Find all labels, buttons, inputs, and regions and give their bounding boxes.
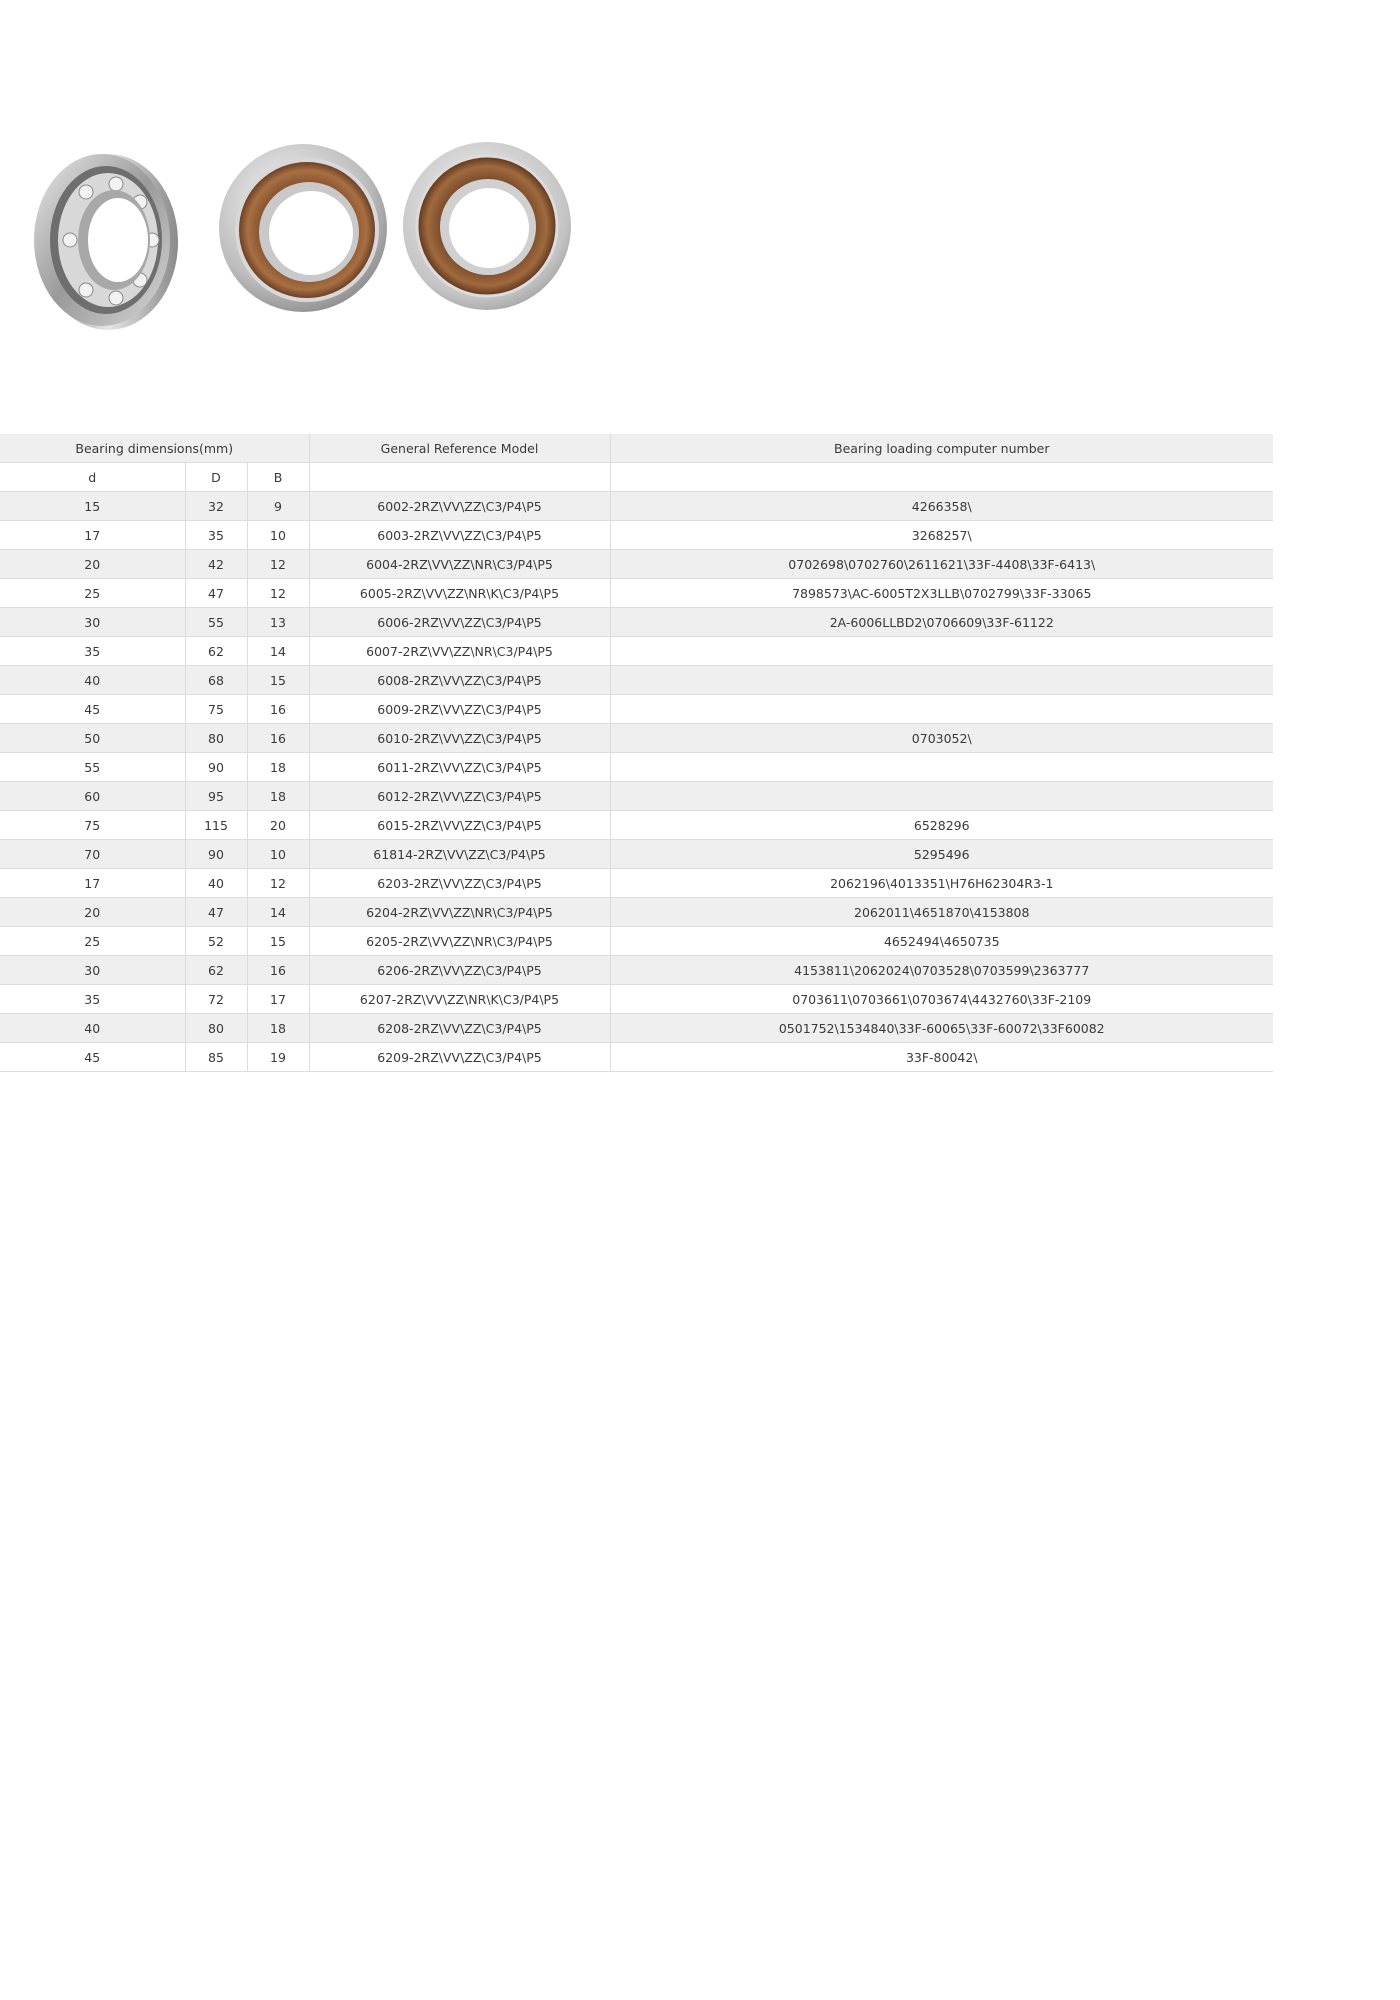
cell-d: 45 — [0, 695, 185, 724]
cell-model: 6003-2RZ\VV\ZZ\C3/P4\P5 — [309, 521, 610, 550]
table-row — [0, 753, 1273, 782]
cell-D: 95 — [185, 782, 247, 811]
cell-computer-number: 2062011\4651870\4153808 — [610, 898, 1273, 927]
subheader-d: d — [0, 463, 185, 492]
table-row — [0, 1014, 1273, 1043]
cell-model: 6004-2RZ\VV\ZZ\NR\C3/P4\P5 — [309, 550, 610, 579]
cell-d: 20 — [0, 550, 185, 579]
cell-computer-number: 5295496 — [610, 840, 1273, 869]
header-computer-number: Bearing loading computer number — [610, 434, 1273, 463]
cell-B: 12 — [247, 550, 309, 579]
cell-model: 6012-2RZ\VV\ZZ\C3/P4\P5 — [309, 782, 610, 811]
cell-model: 6208-2RZ\VV\ZZ\C3/P4\P5 — [309, 1014, 610, 1043]
cell-B: 16 — [247, 956, 309, 985]
table-subheader-row — [0, 463, 1273, 492]
cell-computer-number: 0501752\1534840\33F-60065\33F-60072\33F60082 — [610, 1014, 1273, 1043]
cell-B: 18 — [247, 1014, 309, 1043]
cell-D: 85 — [185, 1043, 247, 1072]
cell-D: 55 — [185, 608, 247, 637]
cell-D: 47 — [185, 898, 247, 927]
cell-model: 6005-2RZ\VV\ZZ\NR\K\C3/P4\P5 — [309, 579, 610, 608]
cell-B: 14 — [247, 637, 309, 666]
cell-model: 6209-2RZ\VV\ZZ\C3/P4\P5 — [309, 1043, 610, 1072]
cell-D: 40 — [185, 869, 247, 898]
cell-model: 6204-2RZ\VV\ZZ\NR\C3/P4\P5 — [309, 898, 610, 927]
cell-D: 47 — [185, 579, 247, 608]
cell-computer-number: 33F-80042\ — [610, 1043, 1273, 1072]
table-row — [0, 521, 1273, 550]
cell-d: 17 — [0, 521, 185, 550]
header-model: General Reference Model — [309, 434, 610, 463]
cell-model: 6205-2RZ\VV\ZZ\NR\C3/P4\P5 — [309, 927, 610, 956]
table-row — [0, 666, 1273, 695]
cell-D: 62 — [185, 637, 247, 666]
bearing-photo-sealed — [215, 140, 395, 320]
cell-d: 45 — [0, 1043, 185, 1072]
cell-model: 6002-2RZ\VV\ZZ\C3/P4\P5 — [309, 492, 610, 521]
header-dimensions: Bearing dimensions(mm) — [0, 434, 309, 463]
table-row — [0, 956, 1273, 985]
cell-computer-number — [610, 695, 1273, 724]
cell-model: 6006-2RZ\VV\ZZ\C3/P4\P5 — [309, 608, 610, 637]
cell-computer-number — [610, 753, 1273, 782]
cell-d: 40 — [0, 666, 185, 695]
cell-B: 18 — [247, 753, 309, 782]
cell-B: 12 — [247, 579, 309, 608]
cell-model: 6015-2RZ\VV\ZZ\C3/P4\P5 — [309, 811, 610, 840]
table-row — [0, 1043, 1273, 1072]
table-row — [0, 869, 1273, 898]
table-row — [0, 811, 1273, 840]
cell-D: 90 — [185, 753, 247, 782]
cell-B: 16 — [247, 724, 309, 753]
cell-d: 50 — [0, 724, 185, 753]
product-photos — [0, 140, 620, 360]
cell-B: 14 — [247, 898, 309, 927]
cell-B: 10 — [247, 521, 309, 550]
cell-D: 35 — [185, 521, 247, 550]
cell-model: 6008-2RZ\VV\ZZ\C3/P4\P5 — [309, 666, 610, 695]
cell-computer-number — [610, 782, 1273, 811]
cell-d: 70 — [0, 840, 185, 869]
cell-D: 68 — [185, 666, 247, 695]
cell-computer-number — [610, 637, 1273, 666]
cell-B: 12 — [247, 869, 309, 898]
table-row — [0, 637, 1273, 666]
cell-d: 75 — [0, 811, 185, 840]
table-row — [0, 898, 1273, 927]
table-row — [0, 550, 1273, 579]
cell-d: 25 — [0, 927, 185, 956]
cell-D: 52 — [185, 927, 247, 956]
cell-D: 32 — [185, 492, 247, 521]
cell-model: 6010-2RZ\VV\ZZ\C3/P4\P5 — [309, 724, 610, 753]
cell-d: 35 — [0, 637, 185, 666]
cell-B: 10 — [247, 840, 309, 869]
cell-B: 9 — [247, 492, 309, 521]
cell-model: 6009-2RZ\VV\ZZ\C3/P4\P5 — [309, 695, 610, 724]
cell-D: 115 — [185, 811, 247, 840]
table-row — [0, 840, 1273, 869]
cell-computer-number: 7898573\AC-6005T2X3LLB\0702799\33F-33065 — [610, 579, 1273, 608]
cell-computer-number: 4153811\2062024\0703528\0703599\2363777 — [610, 956, 1273, 985]
cell-computer-number: 4266358\ — [610, 492, 1273, 521]
cell-d: 60 — [0, 782, 185, 811]
cell-d: 40 — [0, 1014, 185, 1043]
subheader-model-empty — [309, 463, 610, 492]
cell-D: 80 — [185, 724, 247, 753]
cell-model: 6011-2RZ\VV\ZZ\C3/P4\P5 — [309, 753, 610, 782]
cell-d: 20 — [0, 898, 185, 927]
cell-B: 18 — [247, 782, 309, 811]
subheader-number-empty — [610, 463, 1273, 492]
cell-computer-number: 4652494\4650735 — [610, 927, 1273, 956]
cell-d: 55 — [0, 753, 185, 782]
cell-B: 15 — [247, 666, 309, 695]
bearing-spec-table — [0, 434, 1273, 1072]
cell-D: 80 — [185, 1014, 247, 1043]
cell-computer-number: 2A-6006LLBD2\0706609\33F-61122 — [610, 608, 1273, 637]
bearing-photo-open — [20, 140, 190, 340]
table-row — [0, 927, 1273, 956]
cell-B: 16 — [247, 695, 309, 724]
spec-table-body — [0, 434, 1273, 1072]
cell-D: 72 — [185, 985, 247, 1014]
cell-D: 42 — [185, 550, 247, 579]
cell-B: 15 — [247, 927, 309, 956]
cell-computer-number: 0702698\0702760\2611621\33F-4408\33F-6413\ — [610, 550, 1273, 579]
cell-model: 6206-2RZ\VV\ZZ\C3/P4\P5 — [309, 956, 610, 985]
table-row — [0, 492, 1273, 521]
cell-d: 25 — [0, 579, 185, 608]
table-row — [0, 579, 1273, 608]
cell-computer-number: 6528296 — [610, 811, 1273, 840]
table-row — [0, 985, 1273, 1014]
cell-D: 62 — [185, 956, 247, 985]
table-row — [0, 695, 1273, 724]
cell-B: 19 — [247, 1043, 309, 1072]
cell-d: 17 — [0, 869, 185, 898]
cell-model: 6207-2RZ\VV\ZZ\NR\K\C3/P4\P5 — [309, 985, 610, 1014]
cell-model: 6007-2RZ\VV\ZZ\NR\C3/P4\P5 — [309, 637, 610, 666]
table-row — [0, 782, 1273, 811]
table-header-row — [0, 434, 1273, 463]
subheader-B: B — [247, 463, 309, 492]
cell-model: 61814-2RZ\VV\ZZ\C3/P4\P5 — [309, 840, 610, 869]
cell-d: 30 — [0, 608, 185, 637]
subheader-D: D — [185, 463, 247, 492]
table-row — [0, 724, 1273, 753]
cell-d: 35 — [0, 985, 185, 1014]
cell-d: 30 — [0, 956, 185, 985]
cell-D: 75 — [185, 695, 247, 724]
cell-B: 13 — [247, 608, 309, 637]
cell-B: 17 — [247, 985, 309, 1014]
cell-computer-number: 0703611\0703661\0703674\4432760\33F-2109 — [610, 985, 1273, 1014]
bearing-photo-front — [400, 140, 575, 320]
cell-computer-number: 3268257\ — [610, 521, 1273, 550]
cell-model: 6203-2RZ\VV\ZZ\C3/P4\P5 — [309, 869, 610, 898]
cell-B: 20 — [247, 811, 309, 840]
cell-computer-number — [610, 666, 1273, 695]
table-row — [0, 608, 1273, 637]
cell-D: 90 — [185, 840, 247, 869]
cell-computer-number: 0703052\ — [610, 724, 1273, 753]
cell-computer-number: 2062196\4013351\H76H62304R3-1 — [610, 869, 1273, 898]
cell-d: 15 — [0, 492, 185, 521]
